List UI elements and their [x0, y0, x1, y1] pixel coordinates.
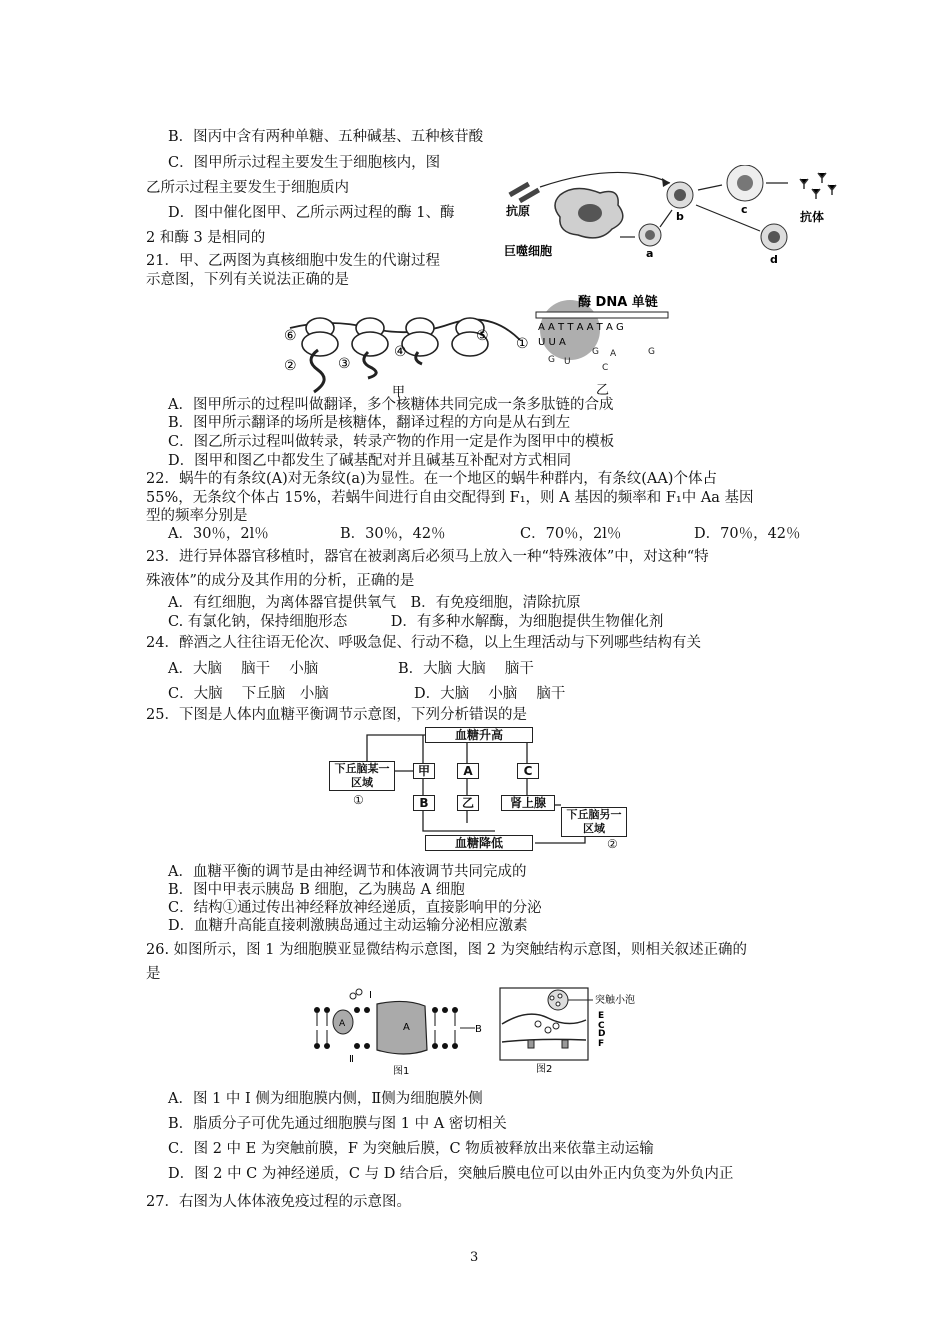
fig1-label-b: B [475, 1024, 482, 1035]
q20-option-c: C．图甲所示过程主要发生于细胞核内，图 [168, 155, 441, 171]
macrophage-label: 巨噬细胞 [504, 244, 553, 258]
hypothalamus-region-2: 下丘脑另一区域 [561, 807, 627, 837]
transcription-figure [530, 290, 680, 400]
antigen-label: 抗原 [506, 204, 531, 218]
q20-option-c-cont: 乙所示过程主要发生于细胞质内 [146, 180, 349, 196]
fig2-label-d: D [598, 1029, 606, 1039]
box-yi: 乙 [457, 795, 479, 811]
num-4: ④ [394, 344, 407, 360]
fig2-vesicle-label: 突触小泡 [595, 995, 635, 1006]
page-number: 3 [470, 1250, 479, 1265]
immune-process-figure [500, 165, 845, 270]
num-1: ① [516, 336, 529, 352]
glucose-high-box: 血糖升高 [425, 727, 533, 743]
q24-option-a: A．大脑 脑干 小脑 [168, 661, 319, 677]
q26-option-c: C．图 2 中 E 为突触前膜，F 为突触后膜，C 物质被释放出来依靠主动运输 [168, 1141, 654, 1157]
free-base-1: G [548, 355, 555, 365]
num-3: ③ [338, 356, 351, 372]
fig2-label-f: F [598, 1039, 605, 1049]
q26-option-b: B．脂质分子可优先通过细胞膜与图 1 中 A 密切相关 [168, 1116, 507, 1132]
free-base-6: C [602, 363, 609, 373]
free-base-4: A [610, 349, 617, 359]
cell-d-label: d [770, 253, 778, 266]
q21-stem-cont: 示意图，下列有关说法正确的是 [146, 272, 349, 288]
q21-stem: 21．甲、乙两图为真核细胞中发生的代谢过程 [146, 253, 440, 269]
fig1-a-small: A [339, 1019, 346, 1029]
q25-option-d: D．血糖升高能直接刺激胰岛通过主动运输分泌相应激素 [168, 918, 528, 934]
q22-stem: 22．蜗牛的有条纹(A)对无条纹(a)为显性。在一个地区的蜗牛种群内，有条纹(AA)个体占 [146, 471, 717, 487]
q26-option-a: A．图 1 中 I 侧为细胞膜内侧，Ⅱ侧为细胞膜外侧 [168, 1091, 483, 1107]
q22-option-a: A．30％，2l％ [168, 526, 269, 542]
adrenal-box: 肾上腺 [501, 795, 555, 811]
membrane-figure-1 [305, 988, 490, 1078]
q22-stem-cont: 55%，无条纹个体占 15%，若蜗牛间进行自由交配得到 F₁，则 A 基因的频率和 F₁中 Aa 基因 [146, 490, 754, 506]
cell-a-label: a [646, 247, 654, 260]
q23-stem: 23．进行异体器官移植时，器官在被剥离后必须马上放入一种“特殊液体”中，对这种“特 [146, 549, 709, 565]
box-a: A [457, 763, 479, 779]
fig1-label-i: I [369, 990, 372, 1001]
antibody-label: 抗体 [800, 210, 825, 224]
dna-sequence: A A T T A A T A G [538, 322, 624, 333]
q24-option-d: D．大脑 小脑 脑干 [414, 686, 566, 702]
free-base-2: U [564, 357, 571, 367]
q23-options-cd: C. 有氯化钠，保持细胞形态 D．有多种水解酶，为细胞提供生物催化剂 [168, 614, 664, 630]
figure-yi-label: 乙 [596, 383, 610, 398]
cell-b-label: b [676, 210, 684, 223]
q24-option-c: C．大脑 下丘脑 小脑 [168, 686, 329, 702]
q26-option-d: D．图 2 中 C 为神经递质，C 与 D 结合后，突触后膜电位可以由外正内负变为外负内正 [168, 1166, 734, 1182]
q22-option-d: D．70％，42％ [694, 526, 801, 542]
q22-stem-cont2: 型的频率分别是 [146, 508, 248, 524]
antibody-shapes [800, 173, 836, 199]
q22-option-c: C．70％，2l％ [520, 526, 622, 542]
q24-option-b: B．大脑 大脑 脑干 [398, 661, 534, 677]
label-2: ② [607, 837, 618, 851]
fig1-label-ii: Ⅱ [349, 1054, 354, 1065]
fig2-label-e: E [598, 1011, 605, 1021]
glucose-regulation-figure [325, 723, 640, 853]
q27-stem: 27．右图为人体体液免疫过程的示意图。 [146, 1194, 411, 1210]
cell-c-label: c [741, 203, 748, 216]
box-b: B [413, 795, 435, 811]
synapse-figure-2 [498, 986, 648, 1076]
enzyme-label: 酶 DNA 单链 [578, 295, 658, 310]
figure-jia-label: 甲 [392, 385, 406, 400]
box-jia: 甲 [413, 763, 435, 779]
free-base-5: G [648, 347, 655, 357]
free-base-3: G [592, 347, 599, 357]
q26-stem: 26. 如图所示，图 1 为细胞膜亚显微结构示意图，图 2 为突触结构示意图，则相关叙述正确的 [146, 942, 748, 958]
q23-stem-cont: 殊液体”的成分及其作用的分析，正确的是 [146, 573, 415, 589]
glucose-low-box: 血糖降低 [425, 835, 533, 851]
q25-stem: 25．下图是人体内血糖平衡调节示意图，下列分析错误的是 [146, 707, 527, 723]
num-6: ⑥ [284, 328, 297, 344]
translation-figure [280, 300, 530, 400]
q20-option-d: D．图中催化图甲、乙所示两过程的酶 1、酶 [168, 205, 455, 221]
q21-option-c: C．图乙所示过程叫做转录，转录产物的作用一定是作为图甲中的模板 [168, 434, 615, 450]
q25-option-a: A．血糖平衡的调节是由神经调节和体液调节共同完成的 [168, 864, 527, 880]
q20-option-d-cont: 2 和酶 3 是相同的 [146, 230, 266, 246]
label-1: ① [353, 793, 364, 807]
fig1-caption: 图1 [393, 1066, 410, 1077]
antigen-particles [508, 182, 540, 203]
q21-option-b: B．图甲所示翻译的场所是核糖体，翻译过程的方向是从右到左 [168, 415, 571, 431]
num-5: ⑤ [476, 328, 489, 344]
num-2: ② [284, 358, 297, 374]
rna-sequence: U U A [538, 337, 566, 348]
box-c: C [517, 763, 539, 779]
fig2-caption: 图2 [536, 1064, 553, 1075]
q25-option-b: B．图中甲表示胰岛 B 细胞，乙为胰岛 A 细胞 [168, 882, 465, 898]
q24-stem: 24．醉酒之人往往语无伦次、呼吸急促、行动不稳，以上生理活动与下列哪些结构有关 [146, 635, 701, 651]
fig2-label-c: C [598, 1021, 605, 1031]
q25-option-c: C．结构①通过传出神经释放神经递质，直接影响甲的分泌 [168, 900, 542, 916]
q20-option-b: B．图丙中含有两种单糖、五种碱基、五种核苷酸 [168, 129, 484, 145]
q22-option-b: B．30％，42％ [340, 526, 446, 542]
hypothalamus-region-1: 下丘脑某一区域 [329, 761, 395, 791]
q21-option-d: D．图甲和图乙中都发生了碱基配对并且碱基互补配对方式相同 [168, 453, 572, 469]
q21-option-a: A．图甲所示的过程叫做翻译，多个核糖体共同完成一条多肽链的合成 [168, 397, 614, 413]
q23-options-ab: A．有红细胞，为离体器官提供氧气 B．有免疫细胞，清除抗原 [168, 595, 581, 611]
q26-stem-cont: 是 [146, 966, 161, 982]
fig1-a-large: A [403, 1022, 410, 1033]
